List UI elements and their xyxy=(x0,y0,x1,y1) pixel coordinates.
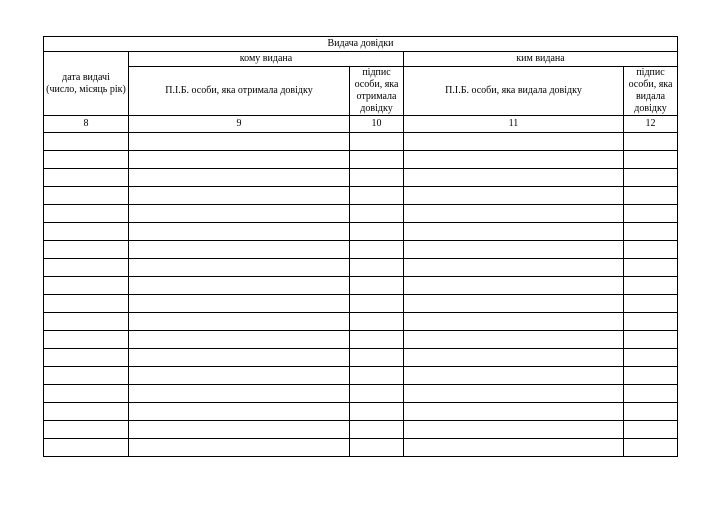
table-cell xyxy=(44,439,129,457)
table-cell xyxy=(44,403,129,421)
table-cell xyxy=(129,367,350,385)
column-number: 10 xyxy=(350,116,404,133)
table-cell xyxy=(350,385,404,403)
table-cell xyxy=(44,259,129,277)
table-cell xyxy=(624,313,678,331)
table-cell xyxy=(404,277,624,295)
table-row xyxy=(44,349,678,367)
table-cell xyxy=(404,403,624,421)
table-cell xyxy=(624,259,678,277)
table-title: Видача довідки xyxy=(44,37,678,52)
table-cell xyxy=(404,151,624,169)
table-cell xyxy=(404,331,624,349)
table-cell xyxy=(404,169,624,187)
column-number: 12 xyxy=(624,116,678,133)
table-row xyxy=(44,241,678,259)
table-cell xyxy=(350,133,404,151)
table-cell xyxy=(44,169,129,187)
table-cell xyxy=(129,295,350,313)
table-cell xyxy=(404,259,624,277)
table-cell xyxy=(44,277,129,295)
group-header-row xyxy=(44,52,678,67)
table-cell xyxy=(129,187,350,205)
issuer-name-header: П.І.Б. особи, яка видала довідку xyxy=(404,67,624,116)
table-cell xyxy=(129,403,350,421)
column-number: 8 xyxy=(44,116,129,133)
certificate-issuance-table xyxy=(43,36,678,457)
recipient-name-header: П.І.Б. особи, яка отримала довідку xyxy=(129,67,350,116)
table-row xyxy=(44,367,678,385)
table-cell xyxy=(624,349,678,367)
table-cell xyxy=(350,403,404,421)
recipient-group-header: кому видана xyxy=(129,52,404,67)
table-cell xyxy=(44,421,129,439)
table-cell xyxy=(350,295,404,313)
table-cell xyxy=(350,331,404,349)
table-cell xyxy=(624,169,678,187)
table-cell xyxy=(44,331,129,349)
table-row xyxy=(44,403,678,421)
table-cell xyxy=(129,277,350,295)
table-cell xyxy=(44,295,129,313)
column-number: 11 xyxy=(404,116,624,133)
table-cell xyxy=(129,151,350,169)
table-cell xyxy=(404,367,624,385)
table-row xyxy=(44,439,678,457)
table-cell xyxy=(350,187,404,205)
table-cell xyxy=(350,421,404,439)
table-cell xyxy=(350,169,404,187)
table-cell xyxy=(624,187,678,205)
table-row xyxy=(44,331,678,349)
table-cell xyxy=(129,439,350,457)
table-cell xyxy=(350,367,404,385)
table-cell xyxy=(624,421,678,439)
table-cell xyxy=(624,133,678,151)
table-cell xyxy=(129,223,350,241)
table-cell xyxy=(350,259,404,277)
table-row xyxy=(44,295,678,313)
table-cell xyxy=(404,439,624,457)
table-cell xyxy=(624,151,678,169)
table-cell xyxy=(404,295,624,313)
table-cell xyxy=(129,349,350,367)
table-cell xyxy=(44,313,129,331)
table-row xyxy=(44,133,678,151)
table-cell xyxy=(129,313,350,331)
table-cell xyxy=(624,205,678,223)
table-cell xyxy=(404,313,624,331)
table-cell xyxy=(44,349,129,367)
table-cell xyxy=(129,169,350,187)
table-cell xyxy=(350,313,404,331)
table-cell xyxy=(624,241,678,259)
column-number: 9 xyxy=(129,116,350,133)
issuer-signature-header: підпис особи, яка видала довідку xyxy=(624,67,678,116)
table-row xyxy=(44,187,678,205)
table-cell xyxy=(624,331,678,349)
table-cell xyxy=(350,241,404,259)
table-cell xyxy=(129,259,350,277)
table-cell xyxy=(404,421,624,439)
table-cell xyxy=(624,385,678,403)
table-cell xyxy=(129,421,350,439)
table-cell xyxy=(404,133,624,151)
date-column-header: дата видачі (число, місяць рік) xyxy=(44,52,129,116)
sub-header-row xyxy=(44,67,678,116)
table-cell xyxy=(624,367,678,385)
table-cell xyxy=(44,133,129,151)
table-cell xyxy=(44,151,129,169)
table-cell xyxy=(350,223,404,241)
table-cell xyxy=(404,223,624,241)
table-cell xyxy=(404,205,624,223)
table-cell xyxy=(624,439,678,457)
table-row xyxy=(44,421,678,439)
table-cell xyxy=(44,367,129,385)
table-row xyxy=(44,277,678,295)
table-cell xyxy=(624,277,678,295)
table-cell xyxy=(44,241,129,259)
table-cell xyxy=(129,241,350,259)
table-cell xyxy=(129,385,350,403)
table-cell xyxy=(624,223,678,241)
table-cell xyxy=(350,439,404,457)
table-row xyxy=(44,313,678,331)
table-cell xyxy=(44,187,129,205)
table-cell xyxy=(404,385,624,403)
table-cell xyxy=(624,403,678,421)
recipient-signature-header: підпис особи, яка отримала довідку xyxy=(350,67,404,116)
table-cell xyxy=(404,241,624,259)
table-cell xyxy=(350,205,404,223)
table-cell xyxy=(350,151,404,169)
table-row xyxy=(44,385,678,403)
table-cell xyxy=(44,223,129,241)
table-cell xyxy=(350,277,404,295)
table-row xyxy=(44,259,678,277)
table-cell xyxy=(404,349,624,367)
table-cell xyxy=(129,133,350,151)
table-row xyxy=(44,151,678,169)
table-cell xyxy=(44,205,129,223)
table-cell xyxy=(129,205,350,223)
column-number-row xyxy=(44,116,678,133)
table-row xyxy=(44,205,678,223)
table-title-row xyxy=(44,37,678,52)
issuer-group-header: ким видана xyxy=(404,52,678,67)
table-cell xyxy=(624,295,678,313)
table-row xyxy=(44,169,678,187)
table-cell xyxy=(44,385,129,403)
table-cell xyxy=(350,349,404,367)
table-cell xyxy=(129,331,350,349)
table-row xyxy=(44,223,678,241)
table-cell xyxy=(404,187,624,205)
